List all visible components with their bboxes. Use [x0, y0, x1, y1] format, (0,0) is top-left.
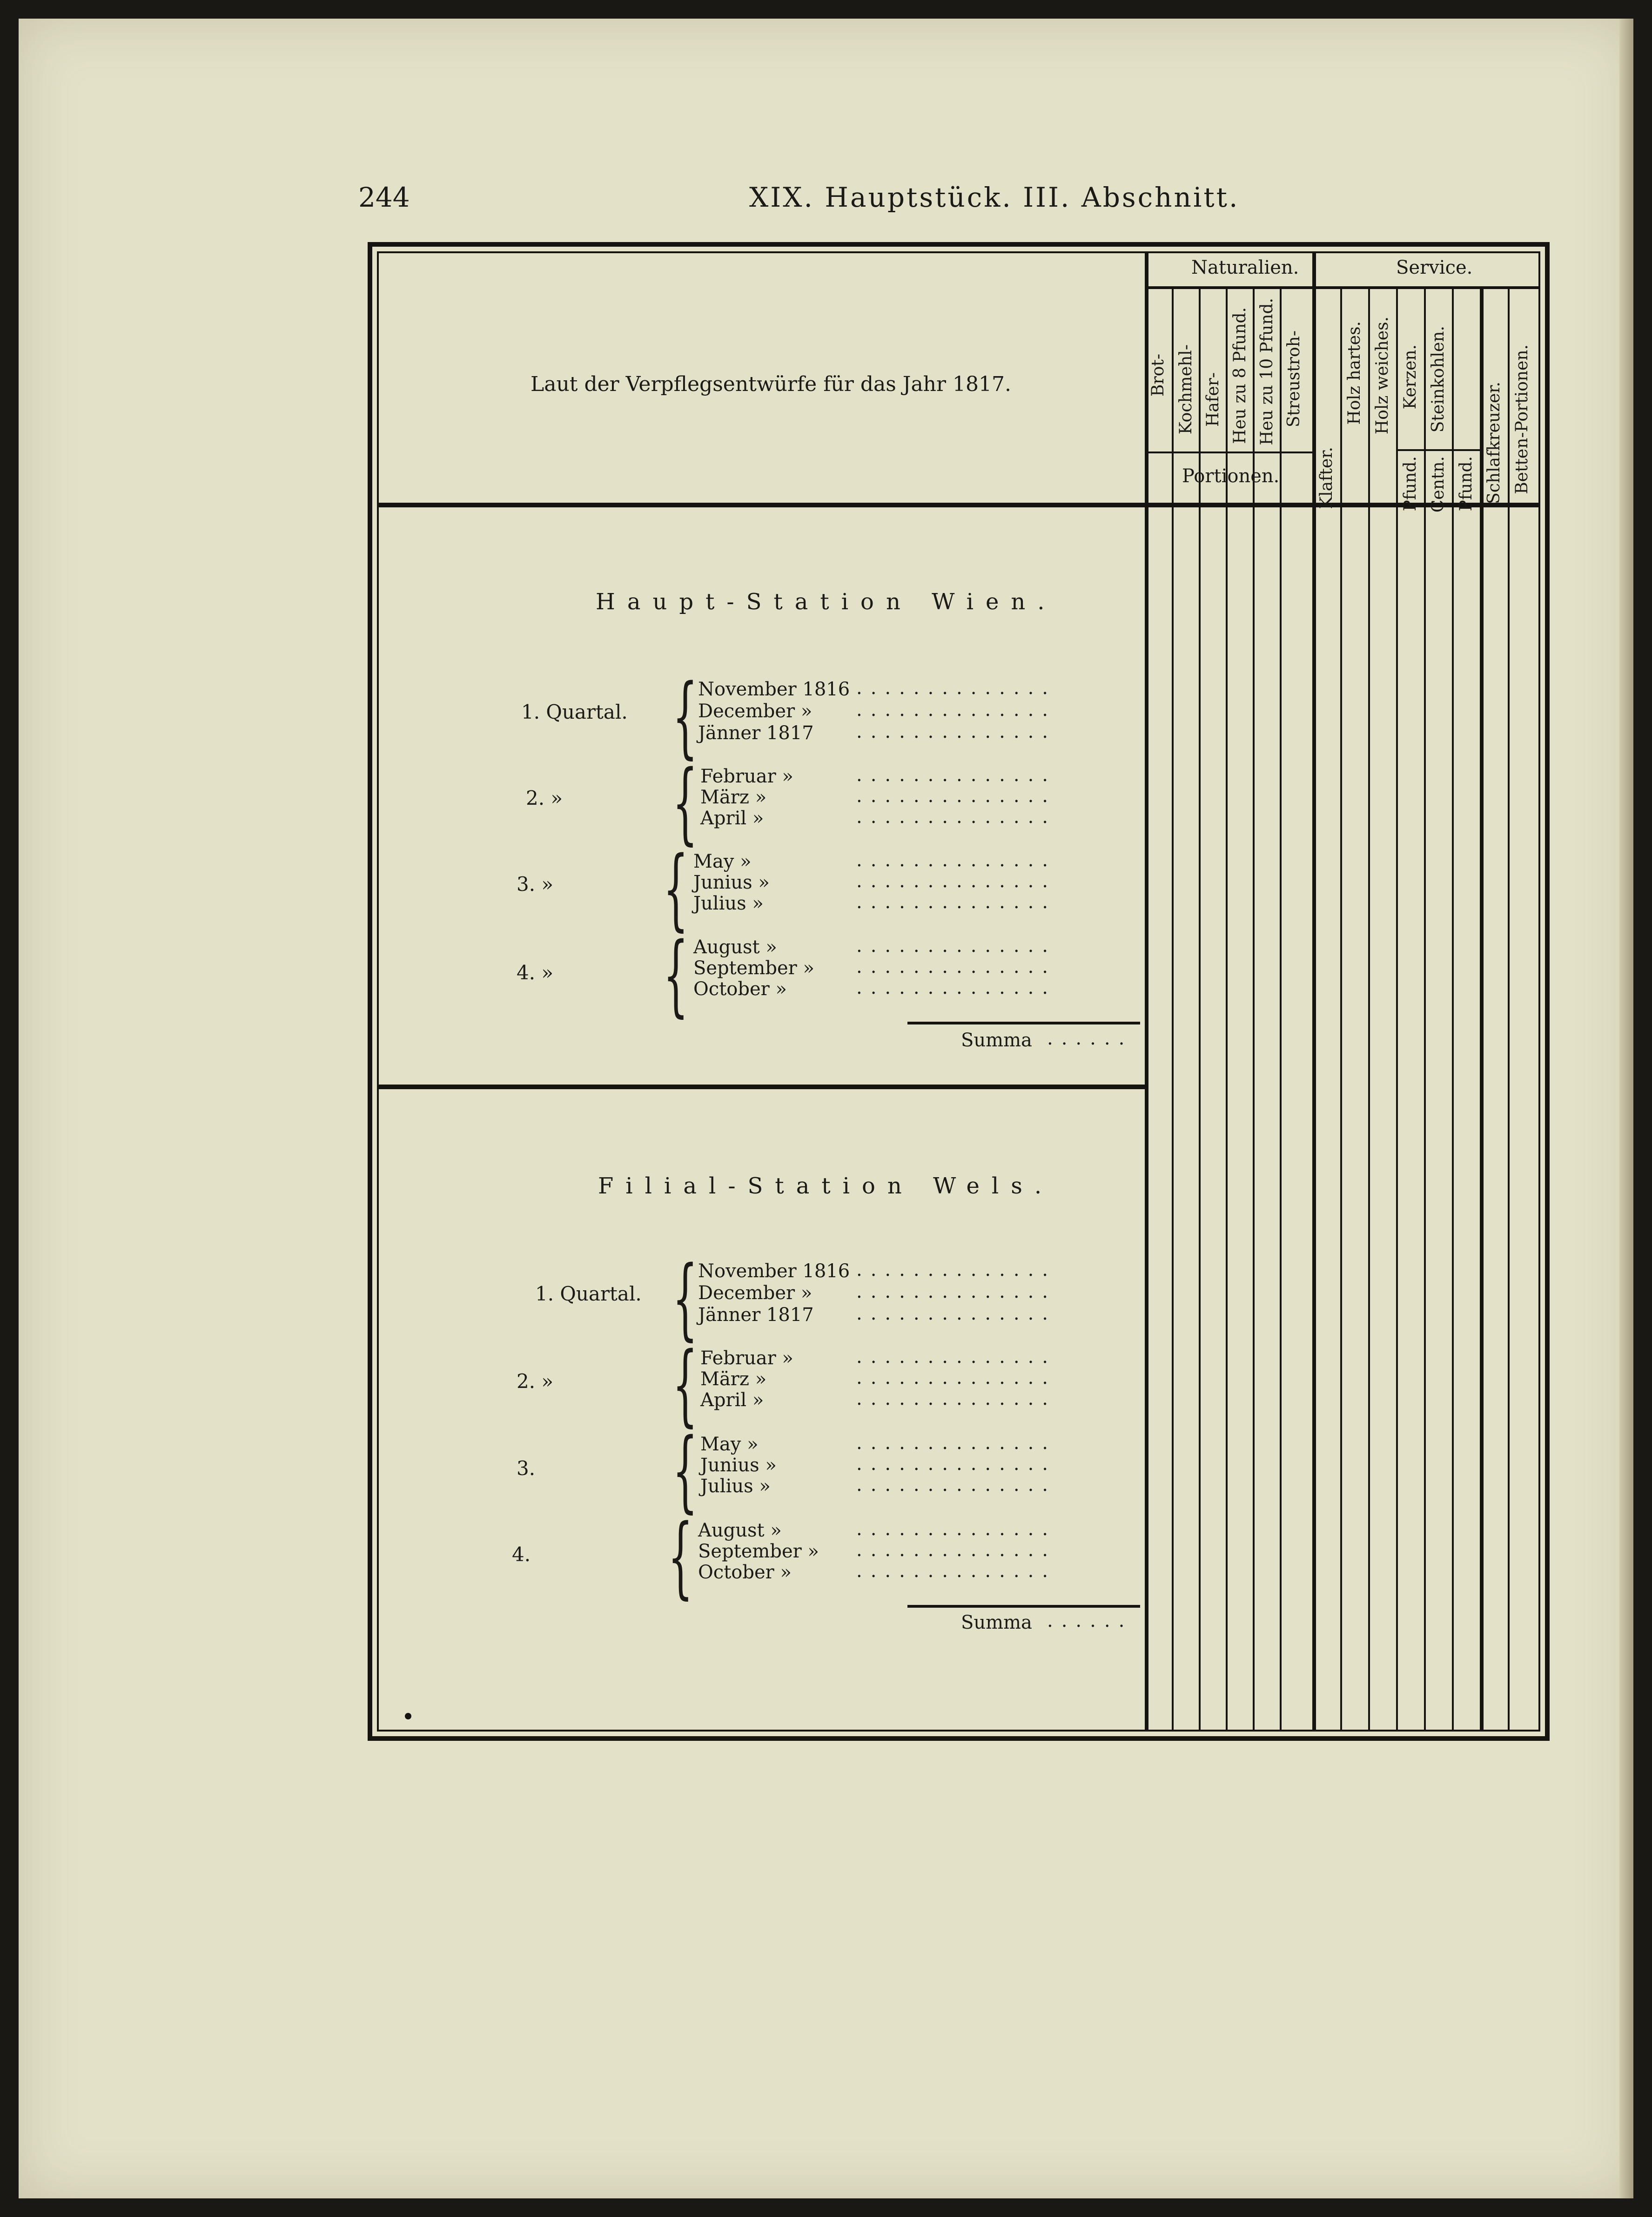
leader-dots: .............. — [856, 870, 1057, 892]
col-line — [1396, 286, 1398, 1732]
month: Jänner 1817 — [698, 1304, 814, 1326]
quarter-label: 4. — [512, 1543, 531, 1566]
quarter-label: 3. — [517, 1457, 536, 1480]
leader-dots: .............. — [856, 721, 1057, 742]
col-line — [1172, 286, 1174, 1732]
brace-icon: { — [672, 1247, 698, 1350]
col-holz-hartes: Holz hartes. — [1345, 321, 1364, 425]
leader-dots: .............. — [856, 1453, 1057, 1475]
unit-klafter: Klafter. — [1317, 447, 1336, 509]
leader-dots: .............. — [856, 1560, 1057, 1582]
brace-icon: { — [663, 923, 689, 1026]
brace-icon: { — [668, 1505, 693, 1608]
col-line — [1226, 286, 1228, 1732]
summa-rule — [907, 1022, 1140, 1024]
month: September » — [693, 957, 814, 979]
basis-label: Laut der Verpflegsentwürfe für das Jahr 1817. — [531, 372, 1011, 396]
col-line — [1199, 286, 1201, 1732]
leader-dots: .............. — [856, 1259, 1057, 1280]
col-line — [1424, 286, 1426, 1732]
month: October » — [698, 1562, 792, 1583]
running-title: XIX. Hauptstück. III. Abschnitt. — [749, 182, 1240, 213]
leader-dots: .............. — [856, 956, 1057, 977]
columns-divider — [1145, 251, 1148, 1732]
month: Jänner 1817 — [698, 722, 814, 744]
month: Februar » — [700, 1348, 793, 1369]
month: December » — [698, 1282, 813, 1304]
col-heu-10: Heu zu 10 Pfund. — [1257, 298, 1276, 445]
col-line — [1452, 286, 1454, 1732]
month: Julius » — [700, 1476, 771, 1497]
leader-dots: .............. — [856, 891, 1057, 913]
month: September » — [698, 1541, 819, 1562]
leader-dots: .............. — [856, 699, 1057, 721]
unit-portionen: Portionen. — [1182, 465, 1280, 487]
quarter-label: 2. » — [526, 787, 563, 809]
ink-dot — [405, 1713, 411, 1719]
month: März » — [700, 1368, 767, 1390]
brace-icon: { — [672, 751, 698, 854]
summa-label: Summa — [961, 1030, 1032, 1051]
month: Februar » — [700, 766, 793, 787]
quarter-label: 3. » — [517, 873, 554, 896]
leader-dots: .............. — [856, 677, 1057, 699]
leader-dots: .............. — [856, 1346, 1057, 1368]
col-line — [1508, 286, 1510, 1732]
quarter-label: 1. Quartal. — [521, 701, 628, 723]
month: August » — [693, 937, 777, 958]
page-spine — [1619, 19, 1633, 2198]
brace-icon: { — [672, 1333, 698, 1436]
leader-dots: .............. — [856, 1367, 1057, 1388]
month: August » — [698, 1520, 782, 1541]
book-page — [19, 19, 1633, 2198]
leader-dots: .............. — [856, 935, 1057, 957]
brace-icon: { — [672, 1419, 698, 1522]
col-line — [1253, 286, 1255, 1732]
leader-dots: .............. — [856, 1432, 1057, 1454]
quarter-label: 1. Quartal. — [535, 1282, 642, 1305]
summa-label: Summa — [961, 1612, 1032, 1633]
leader-dots: .............. — [856, 1518, 1057, 1540]
col-steinkohlen: Steinkohlen. — [1429, 326, 1448, 433]
page-number: 244 — [358, 182, 410, 213]
service-unit-rule — [1396, 449, 1480, 451]
col-line — [1340, 286, 1342, 1732]
leader-dots: .............. — [856, 806, 1057, 828]
leader-dots: .............. — [856, 1539, 1057, 1561]
month: Julius » — [693, 893, 764, 914]
brace-icon: { — [663, 837, 689, 940]
leader-dots: ...... — [1047, 1028, 1133, 1049]
col-line — [1280, 286, 1282, 1732]
station-rule — [377, 1085, 1145, 1089]
col-streustroh: Streustroh- — [1284, 330, 1303, 428]
col-betten-portionen: Betten-Portionen. — [1512, 344, 1531, 494]
quarter-label: 4. » — [517, 961, 554, 984]
station-name: Haupt-Station Wien. — [596, 589, 1057, 615]
unit-pfund-1: Pfund. — [1401, 456, 1420, 512]
leader-dots: .............. — [856, 1474, 1057, 1496]
leader-dots: .............. — [856, 1388, 1057, 1409]
month: May » — [700, 1434, 759, 1455]
unit-centn: Centn. — [1429, 456, 1448, 513]
unit-rule — [1145, 451, 1312, 453]
leader-dots: .............. — [856, 849, 1057, 871]
header-rule — [377, 503, 1540, 507]
col-hafer: Hafer- — [1203, 372, 1222, 427]
leader-dots: .............. — [856, 1303, 1057, 1324]
month: April » — [700, 808, 764, 829]
leader-dots: .............. — [856, 1281, 1057, 1302]
month: Junius » — [700, 1455, 777, 1476]
col-holz-weiches: Holz weiches. — [1373, 317, 1392, 435]
summa-rule — [907, 1605, 1140, 1608]
month: März » — [700, 787, 767, 808]
group-service: Service. — [1396, 257, 1473, 278]
leader-dots: .............. — [856, 785, 1057, 807]
group-divider — [1312, 251, 1316, 1732]
month: Junius » — [693, 872, 770, 893]
col-line — [1368, 286, 1370, 1732]
month: October » — [693, 978, 787, 1000]
col-kochmehl: Kochmehl- — [1176, 344, 1195, 435]
month: April » — [700, 1389, 764, 1411]
leader-dots: ...... — [1047, 1610, 1133, 1631]
station-name: Filial-Station Wels. — [598, 1173, 1054, 1199]
quarter-label: 2. » — [517, 1370, 554, 1393]
leader-dots: .............. — [856, 764, 1057, 786]
month: November 1816 — [698, 1260, 850, 1282]
col-brot: Brot- — [1148, 354, 1168, 397]
col-schlafkreuzer: Schlafkreuzer. — [1484, 382, 1504, 504]
month: December » — [698, 701, 813, 722]
group-naturalien: Naturalien. — [1191, 257, 1299, 278]
month: November 1816 — [698, 679, 850, 700]
col-kerzen: Kerzen. — [1401, 344, 1420, 410]
col-line — [1480, 286, 1484, 1732]
month: May » — [693, 851, 752, 872]
unit-pfund-2: Pfund. — [1457, 456, 1476, 512]
brace-icon: { — [672, 665, 698, 768]
leader-dots: .............. — [856, 977, 1057, 998]
col-heu-8: Heu zu 8 Pfund. — [1230, 307, 1249, 444]
